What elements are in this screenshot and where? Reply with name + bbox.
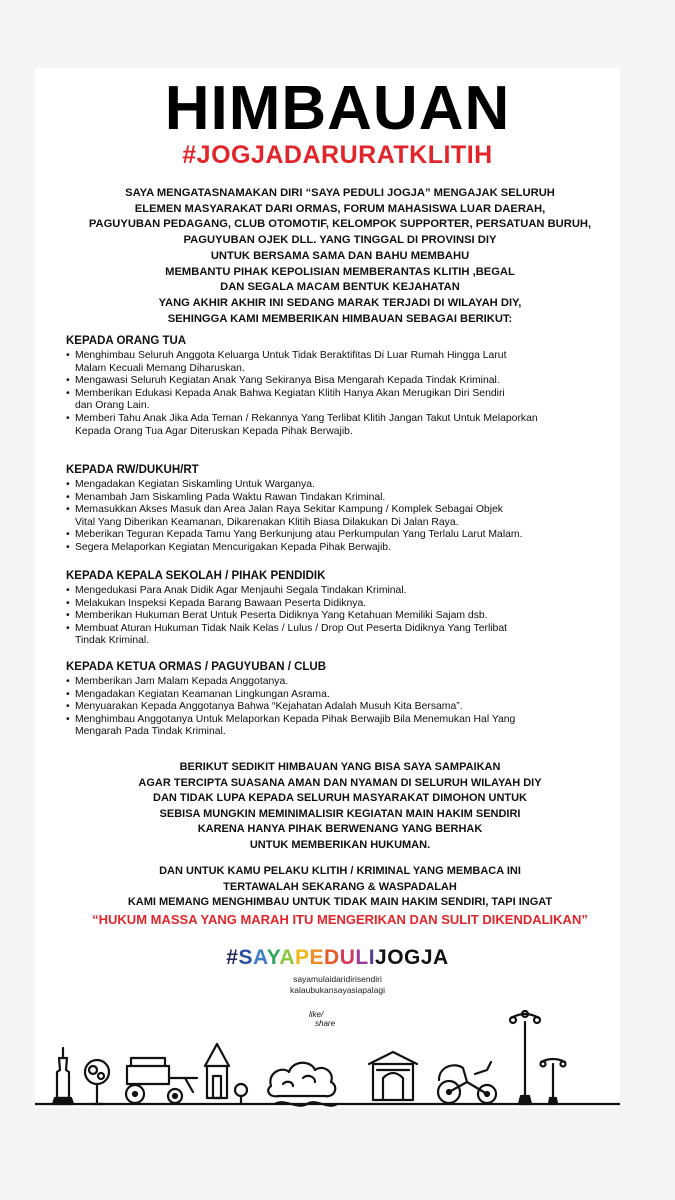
closing-line: AGAR TERCIPTA SUASANA AMAN DAN NYAMAN DI SELURUH WILAYAH DIY — [138, 776, 542, 789]
hashtag-letter: Y — [266, 946, 280, 969]
hashtag-letter: I — [368, 946, 376, 969]
advice-item-line: Malam Kecuali Memang Diharuskan. — [75, 362, 245, 374]
bullet-icon: • — [66, 375, 70, 387]
bullet-icon: • — [66, 350, 70, 361]
advice-item-line: Vital Yang Diberikan Keamanan, Dikarenakan Klitih Biasa Dilakukan Di Jalan Raya. — [75, 516, 459, 528]
hashtag-letter: P — [294, 946, 310, 969]
closing-line: BERIKUT SEDIKIT HIMBAUAN YANG BISA SAYA SAMPAIKAN — [179, 761, 501, 773]
like-label: like/ — [309, 1010, 324, 1019]
advice-item-line: Menyuarakan Kepada Anggotanya Bahwa “Kejahatan Adalah Musuh Kita Bersama”. — [75, 701, 463, 713]
advice-section — [66, 660, 606, 739]
advice-item-line: Mengadakan Kegiatan Siskamling Untuk Warganya. — [75, 479, 315, 490]
warning-paragraph — [70, 864, 610, 928]
tree-icon — [85, 1060, 109, 1104]
advice-item — [66, 388, 606, 413]
bullet-icon: • — [66, 688, 70, 700]
advice-item-line: Memasukkan Akses Masuk dan Area Jalan Raya Sekitar Kampung / Komplek Sebagai Objek — [75, 504, 503, 516]
advice-item-line: Mengedukasi Para Anak Didik Agar Menjauhi Segala Tindakan Kriminal. — [75, 585, 407, 596]
advice-item — [66, 714, 606, 739]
tugu-monument-icon — [53, 1048, 73, 1104]
bullet-icon: • — [66, 585, 70, 596]
closing-line: KARENA HANYA PIHAK BERWENANG YANG BERHAK — [197, 823, 483, 835]
intro-line: PAGUYUBAN OJEK DLL. YANG TINGGAL DI PROVINSI DIY — [183, 234, 497, 247]
advice-item — [66, 350, 606, 375]
section-heading: KEPADA RW/DUKUH/RT — [66, 464, 199, 476]
street-lamp-icon — [510, 1011, 540, 1104]
kraton-gate-icon — [369, 1052, 417, 1100]
intro-paragraph — [60, 186, 620, 327]
page-title: HIMBAUAN — [164, 74, 511, 143]
advice-item — [66, 413, 606, 438]
advice-item-line: Memberikan Edukasi Kepada Anak Bahwa Kegiatan Klitih Hanya Akan Merugikan Diri Sendiri — [75, 387, 505, 399]
warning-quote: “HUKUM MASSA YANG MARAH ITU MENGERIKAN DAN SULIT DIKENDALIKAN” — [92, 911, 588, 927]
closing-line: SEBISA MUNGKIN MEMINIMALISIR KEGIATAN MAIN HAKIM SENDIRI — [159, 807, 521, 820]
hashtag-letter: E — [309, 946, 325, 969]
bullet-icon: • — [66, 412, 70, 424]
hashtag-letter: D — [324, 946, 340, 969]
intro-line: SAYA MENGATASNAMAKAN DIRI “SAYA PEDULI JOGJA” MENGAJAK SELURUH — [125, 187, 555, 199]
bullet-icon: • — [66, 713, 70, 725]
hashtag-letter: A — [252, 946, 267, 969]
advice-item — [66, 542, 606, 555]
bullet-icon: • — [66, 541, 70, 553]
advice-item — [66, 492, 606, 505]
street-lamp-small-icon — [541, 1059, 566, 1104]
section-heading: KEPADA KEPALA SEKOLAH / PIHAK PENDIDIK — [66, 570, 326, 582]
bullet-icon: • — [66, 610, 70, 622]
advice-item-line: Memberi Tahu Anak Jika Ada Teman / Rekannya Yang Terlibat Klitih Jangan Takut Untuk Melaporkan — [75, 412, 538, 424]
advice-item-line: Melakukan Inspeksi Kepada Barang Bawaan Peserta Didiknya. — [75, 597, 367, 609]
jogja-landmarks-illustration — [35, 1000, 620, 1110]
tagline-line-1: sayamulaidaridirisendiri — [293, 974, 382, 984]
closing-line: DAN TIDAK LUPA KEPADA SELURUH MASYARAKAT DIMOHON UNTUK — [153, 792, 527, 804]
advice-item-line: dan Orang Lain. — [75, 400, 150, 412]
advice-item — [66, 598, 606, 611]
advice-item-line: Mengadakan Kegiatan Keamanan Lingkungan Asrama. — [75, 688, 330, 700]
joglo-house-icon — [205, 1044, 247, 1104]
bullet-icon: • — [66, 504, 70, 516]
advice-item — [66, 504, 606, 529]
advice-item-line: Memberikan Jam Malam Kepada Anggotanya. — [75, 676, 289, 687]
intro-line: MEMBANTU PIHAK KEPOLISIAN MEMBERANTAS KLITIH ,BEGAL — [165, 265, 515, 278]
footer-tagline — [0, 974, 675, 996]
advice-item — [66, 676, 606, 689]
hashtag-letter: JOGJA — [375, 946, 449, 969]
intro-line: DAN SEGALA MACAM BENTUK KEJAHATAN — [220, 281, 460, 294]
advice-item — [66, 623, 606, 648]
advice-section — [66, 334, 606, 438]
section-heading: KEPADA KETUA ORMAS / PAGUYUBAN / CLUB — [66, 661, 327, 673]
hashtag-letter: S — [238, 946, 253, 969]
intro-line: UNTUK BERSAMA SAMA DAN BAHU MEMBAHU — [210, 249, 470, 262]
warning-line: KAMI MEMANG MENGHIMBAU UNTUK TIDAK MAIN HAKIM SENDIRI, TAPI INGAT — [127, 896, 553, 908]
advice-item-line: Menambah Jam Siskamling Pada Waktu Rawan Tindakan Kriminal. — [75, 491, 386, 503]
advice-item-line: Menghimbau Seluruh Anggota Keluarga Untuk Tidak Beraktifitas Di Luar Rumah Hingga Larut — [75, 350, 507, 361]
section-heading: KEPADA ORANG TUA — [66, 335, 187, 347]
bullet-icon: • — [66, 676, 70, 687]
closing-line: UNTUK MEMBERIKAN HUKUMAN. — [249, 838, 431, 851]
advice-item — [66, 529, 606, 542]
advice-item-line: Membuat Aturan Hukuman Tidak Naik Kelas / Lulus / Drop Out Peserta Didiknya Yang Terlibat — [75, 622, 508, 634]
advice-item — [66, 375, 606, 388]
bullet-icon: • — [66, 479, 70, 490]
bullet-icon: • — [66, 622, 70, 634]
footer-hashtag — [0, 945, 675, 971]
intro-line: SEHINGGA KAMI MEMBERIKAN HIMBAUAN SEBAGAI BERIKUT: — [167, 312, 513, 325]
advice-item-line: Tindak Kriminal. — [75, 635, 150, 647]
advice-item-line: Memberikan Hukuman Berat Untuk Peserta Didiknya Yang Ketahuan Memiliki Sajam dsb. — [75, 610, 488, 622]
intro-line: YANG AKHIR AKHIR INI SEDANG MARAK TERJADI DI WILAYAH DIY, — [158, 296, 522, 309]
intro-line: PAGUYUBAN PEDAGANG, CLUB OTOMOTIF, KELOMPOK SUPPORTER, PERSATUAN BURUH, — [88, 218, 592, 231]
closing-paragraph — [70, 760, 610, 853]
hashtag-letter: L — [355, 946, 369, 969]
advice-item-line: Menghimbau Anggotanya Untuk Melaporkan Kepada Pihak Berwajib Bila Menemukan Hal Yang — [75, 713, 516, 725]
advice-item-line: Segera Melaporkan Kegiatan Mencurigakan Kepada Pihak Berwajib. — [75, 541, 391, 553]
share-label: share — [315, 1019, 336, 1028]
tagline-line-2: kalaubukansayasiapalagi — [290, 985, 385, 995]
bullet-icon: • — [66, 387, 70, 399]
advice-item — [66, 585, 606, 598]
advice-item-line: Mengarah Pada Tindak Kriminal. — [75, 726, 226, 738]
advice-item — [66, 479, 606, 492]
bullet-icon: • — [66, 701, 70, 713]
bullet-icon: • — [66, 491, 70, 503]
advice-section — [66, 569, 606, 648]
hashtag-letter: U — [339, 946, 356, 969]
cloud-ornament-icon — [268, 1063, 337, 1106]
advice-item — [66, 610, 606, 623]
advice-item — [66, 701, 606, 714]
bullet-icon: • — [66, 529, 70, 541]
andong-carriage-icon — [126, 1058, 197, 1103]
advice-item-line: Kepada Orang Tua Agar Diteruskan Kepada Pihak Berwajib. — [75, 425, 353, 437]
becak-icon — [438, 1062, 496, 1103]
advice-item-line: Mengawasi Seluruh Kegiatan Anak Yang Sekiranya Bisa Mengarah Kepada Tindak Kriminal. — [75, 375, 500, 387]
bullet-icon: • — [66, 597, 70, 609]
hashtag-letter: A — [279, 946, 295, 969]
warning-line: DAN UNTUK KAMU PELAKU KLITIH / KRIMINAL YANG MEMBACA INI — [159, 865, 521, 877]
advice-item — [66, 689, 606, 702]
hashtag-letter: # — [226, 946, 239, 969]
advice-section — [66, 463, 606, 555]
warning-line: TERTAWALAH SEKARANG & WASPADALAH — [223, 880, 457, 893]
intro-line: ELEMEN MASYARAKAT DARI ORMAS, FORUM MAHASISWA LUAR DAERAH, — [134, 202, 546, 215]
advice-item-line: Meberikan Teguran Kepada Tamu Yang Berkunjung atau Perkumpulan Yang Terlalu Larut Malam. — [75, 529, 523, 541]
campaign-hashtag: #JOGJADARURATKLITIH — [182, 141, 493, 169]
